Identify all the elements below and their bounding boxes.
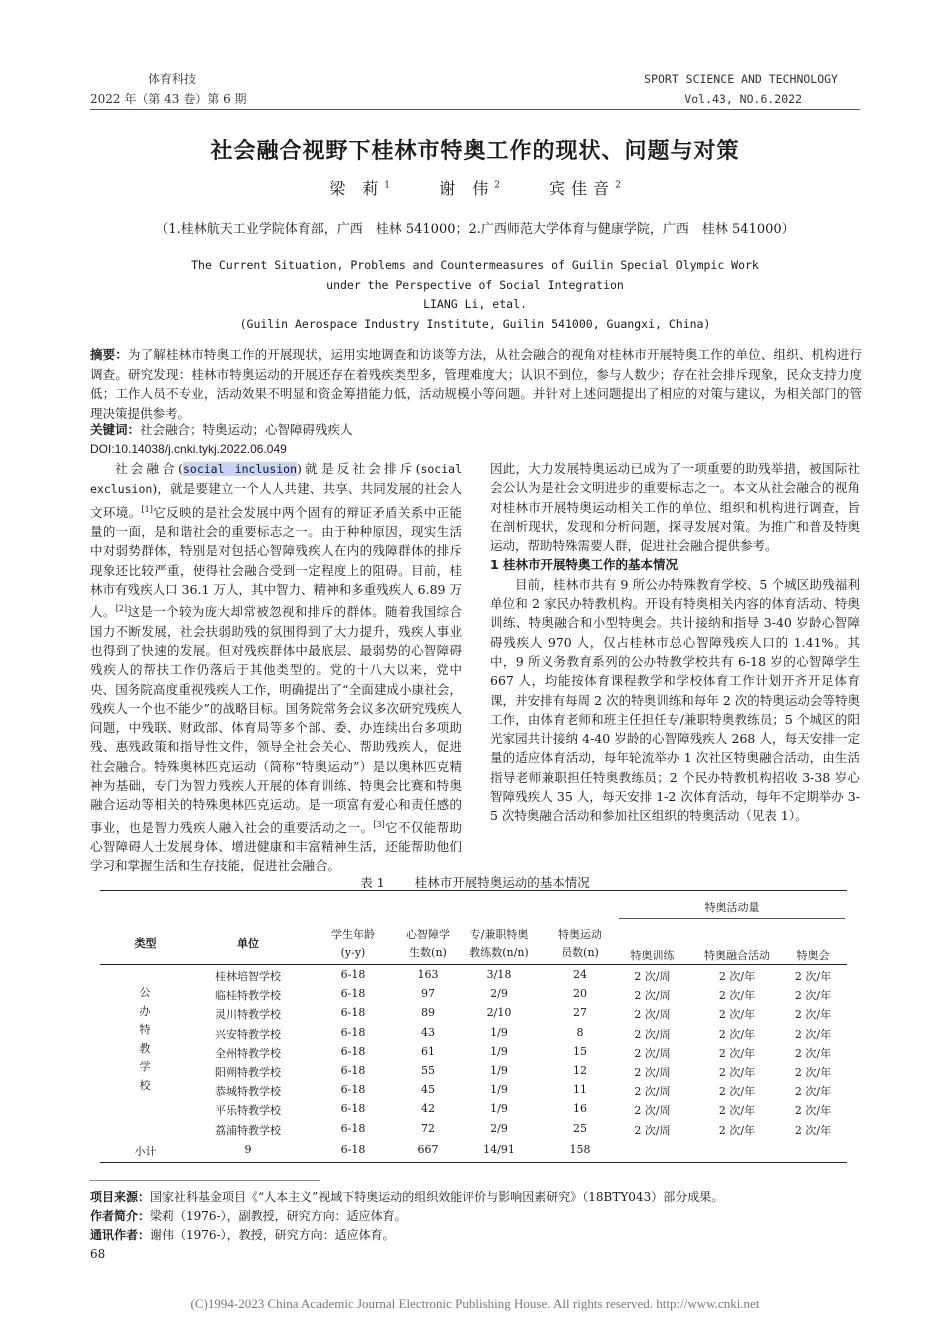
- subtotal-coach: 14/91: [483, 1143, 515, 1156]
- cell-coach: 1/9: [490, 1025, 508, 1039]
- english-author: LIANG Li, etal.: [423, 297, 527, 311]
- citation-3: [3]: [373, 819, 385, 829]
- intro-paragraph: 社会融合(social inclusion)就是反社会排斥(social exclusion)，就是要建立一个人人共建、共享、共同发展的社会人文环境。[1]它反映的是社会发展中两个固有的辩证矛盾关系中正能量的一面，是和谐社会的重要标志之一。由于种种原因，现实生活中对弱势群体，特别是对包括心智障残疾人在内的残障群体的排斥现象还比较严重，使得社会融合受到一定程度上的阻碍。目前，桂林市有残疾人口 36.1 万人，其中智力、精神和多重残疾人 6.89 万人。[2]这是一个较为庞大却常被忽视和排斥的群体。随着我国综合国力不断发展，社会扶弱助残的氛围得到了大力提升，残疾人事业也得到了快速的发展。但对残疾群体中最底层、最弱势的心智障碍残疾人的帮扶工作仍落后于其他类型的。党的十八大以来，党中央、国务院高度重视残疾人工作，明确提出了“全面建成小康社会，残疾人一个也不能少”的战略目标。国务院常务会议多次研究残疾人问题，中残联、财政部、体育局等多个部、委、办连续出台多项助残、惠残政策和指导性文件，领导全社会关心、帮助残疾人，促进社会融合。特殊奥林匹克运动（简称“特奥运动”）是以奥林匹克精神为基础，专门为智力残疾人开展的体育训练、特奥会比赛和特奥融合运动等相关的特殊奥林匹克运动。是一项富有爱心和责任感的事业，也是智力残疾人融入社会的重要活动之一。[3]它不仅能帮助心智障碍人士发展身体、增进健康和丰富精神生活，还能帮助他们学习和掌握生活和生存技能，促进社会融合。: [90, 461, 462, 874]
- col-header-count: 心智障学 生数(n): [406, 928, 450, 959]
- cell-count: 61: [421, 1044, 435, 1058]
- col-header-training: 特奥训练: [630, 949, 675, 962]
- cell-training: 2 次/周: [634, 1046, 671, 1060]
- highlighted-term: social inclusion: [182, 462, 298, 476]
- cell-coach: 1/9: [490, 1102, 508, 1116]
- author-1: 梁 莉$^1$: [329, 179, 391, 198]
- subtotal-age: 6-18: [340, 1143, 366, 1156]
- cell-age: 6-18: [340, 1121, 366, 1135]
- english-title-line-1: The Current Situation, Problems and Countermeasures of Guilin Special Olympic Work: [191, 258, 759, 272]
- cell-unit: 灵川特教学校: [215, 1008, 281, 1022]
- corresponding-author: 通讯作者：谢伟（1976-），教授，研究方向：适应体育。: [90, 1228, 395, 1242]
- cell-age: 6-18: [340, 987, 366, 1001]
- keywords-text: 社会融合；特奥运动；心智障碍残疾人: [140, 422, 353, 437]
- table-row: [100, 1122, 847, 1141]
- page-number: 68: [90, 1247, 106, 1261]
- cell-unit: 临桂特教学校: [215, 989, 281, 1003]
- author-2: 谢 伟$^2$: [439, 179, 500, 198]
- col-header-unit: 单位: [237, 937, 259, 950]
- table-top-rule: [100, 890, 847, 891]
- cell-unit: 兴安特教学校: [215, 1027, 281, 1041]
- journal-issue: 2022 年（第 43 卷）第 6 期: [90, 92, 247, 106]
- cell-athletes: 25: [573, 1121, 587, 1135]
- cell-athletes: 16: [573, 1102, 587, 1116]
- table-row: [100, 987, 847, 1006]
- citation-1: [1]: [141, 504, 153, 514]
- cell-games: 2 次/年: [794, 1046, 832, 1060]
- cell-count: 45: [421, 1083, 435, 1097]
- journal-name-en: SPORT SCIENCE AND TECHNOLOGY: [644, 72, 838, 86]
- cell-age: 6-18: [340, 968, 366, 981]
- doi: DOI:10.14038/j.cnki.tykj.2022.06.049: [90, 442, 287, 456]
- cell-coach: 2/10: [486, 1006, 512, 1020]
- col-header-fusion: 特奥融合活动: [704, 949, 770, 962]
- cell-fusion: 2 次/年: [718, 1066, 756, 1079]
- cell-games: 2 次/年: [794, 1123, 832, 1137]
- cell-fusion: 2 次/年: [718, 1104, 756, 1118]
- cell-fusion: 2 次/年: [718, 1123, 756, 1137]
- footnote-rule: [90, 1180, 320, 1181]
- cell-count: 55: [421, 1064, 435, 1077]
- cell-coach: 1/9: [490, 1064, 508, 1077]
- author-list: [0, 176, 950, 199]
- col-header-age: 学生年龄 (y-y): [331, 928, 375, 959]
- keywords-label: 关键词：: [90, 422, 141, 437]
- cell-age: 6-18: [340, 1102, 366, 1116]
- section-paragraph: 目前，桂林市共有 9 所公办特殊教育学校、5 个城区助残福利单位和 2 家民办特教机构。开设有特奥相关内容的体育活动、特奥训练、特奥融合和小型特奥会。共计接纳和指导 3-40 岁龄心智障碍残疾人 970 人，仅占桂林市总心智障残疾人口的 1.41%。其中，9 所义务教育系列的公办特教学校共有 6-18 岁的心智障学生 667 人，均能按体育课程教学和学校体育工作计划开齐开足体育课，并安排有每周 2 次的特奥训练和每年 2 次的特奥运动会等特奥工作，由体育老师和班主任担任专/兼职特奥教练员；5 个城区的阳光家园共计接纳 4-40 岁龄的心智障残疾人 268 人，每天安排一定量的适应体育活动，每年轮流举办 1 次社区特奥融合活动，由生活指导老师兼职担任特奥教练员；2 个民办特教机构招收 3-38 岁心智障残疾人 35 人，每天安排 1-2 次体育活动，每年不定期举办 3-5 次特奥融合活动和参加社区组织的特奥活动（见表 1）。: [490, 576, 860, 824]
- cell-training: 2 次/周: [634, 1027, 671, 1041]
- table-row: [100, 1102, 847, 1121]
- copyright-footer: (C)1994-2023 China Academic Journal Electronic Publishing House. All rights reserved. http://www.cnki.net: [190, 1296, 760, 1311]
- cell-games: 2 次/年: [794, 970, 832, 983]
- cell-coach: 3/18: [486, 968, 512, 981]
- cell-athletes: 27: [573, 1006, 587, 1020]
- cell-coach: 2/9: [490, 1121, 508, 1135]
- cell-fusion: 2 次/年: [718, 1085, 756, 1099]
- funding-note: 项目来源：国家社科基金项目《“人本主义”视域下特奥运动的组织效能评价与影响因素研究》（18BTY043）部分成果。: [90, 1190, 724, 1204]
- citation-2: [2]: [115, 604, 128, 614]
- cell-count: 43: [421, 1025, 435, 1039]
- cell-training: 2 次/周: [634, 1123, 671, 1137]
- cell-training: 2 次/周: [634, 1066, 671, 1079]
- abstract-label: 摘要：: [90, 347, 128, 362]
- cell-count: 42: [421, 1102, 435, 1116]
- cell-training: 2 次/周: [634, 970, 671, 983]
- header-rule: [90, 109, 860, 110]
- journal-issue-en: Vol.43, NO.6.2022: [684, 92, 802, 106]
- table-caption: 表 1 桂林市开展特奥运动的基本情况: [360, 875, 590, 890]
- left-column: [90, 459, 462, 876]
- cell-athletes: 8: [576, 1025, 584, 1039]
- cell-fusion: 2 次/年: [718, 970, 756, 983]
- author-bio: 作者简介：梁莉（1976-），副教授，研究方向：适应体育。: [90, 1209, 407, 1223]
- table-row: [100, 1064, 847, 1083]
- subtotal-units: 9: [244, 1143, 252, 1156]
- col-header-activity: 特奥活动量: [704, 901, 760, 914]
- section-heading: 1 桂林市开展特奥工作的基本情况: [490, 557, 679, 573]
- subtotal-athletes: 158: [569, 1143, 591, 1156]
- cell-age: 6-18: [340, 1064, 366, 1077]
- cell-games: 2 次/年: [794, 1066, 832, 1079]
- table-row: [100, 1026, 847, 1045]
- cell-fusion: 2 次/年: [718, 1046, 756, 1060]
- cell-athletes: 24: [573, 968, 587, 981]
- subtotal-label: 小计: [134, 1145, 157, 1158]
- col-header-type: 类型: [134, 937, 157, 950]
- keywords: [90, 420, 862, 440]
- group-label-public-schools: 公 办 特 教 学 校: [139, 986, 151, 1092]
- subtotal-count: 667: [417, 1143, 439, 1156]
- col-header-coach: 专/兼职特奥 教练数(n/n): [469, 928, 529, 959]
- cell-games: 2 次/年: [794, 1027, 832, 1041]
- cell-coach: 1/9: [490, 1044, 508, 1058]
- cell-age: 6-18: [340, 1006, 366, 1020]
- cell-age: 6-18: [340, 1083, 366, 1097]
- table-row: [100, 1006, 847, 1025]
- cell-games: 2 次/年: [794, 1085, 832, 1099]
- cell-games: 2 次/年: [794, 989, 832, 1003]
- abstract: [90, 345, 862, 423]
- col-header-games: 特奥会: [796, 949, 830, 962]
- cell-unit: 阳朔特教学校: [215, 1066, 281, 1079]
- cell-unit: 平乐特教学校: [215, 1104, 281, 1118]
- cell-age: 6-18: [340, 1044, 366, 1058]
- cell-athletes: 11: [573, 1083, 587, 1097]
- cell-count: 89: [421, 1006, 435, 1020]
- english-title-line-2: under the Perspective of Social Integration: [326, 277, 624, 292]
- cell-fusion: 2 次/年: [718, 1027, 756, 1041]
- english-affiliation: (Guilin Aerospace Industry Institute, Guilin 541000, Guangxi, China): [239, 316, 711, 331]
- english-title-block: [0, 256, 950, 334]
- cell-count: 97: [421, 987, 435, 1001]
- paper-title: 社会融合视野下桂林市特奥工作的现状、问题与对策: [210, 138, 740, 164]
- cell-unit: 荔浦特教学校: [215, 1123, 281, 1137]
- table-header-rule: [100, 964, 847, 965]
- cell-training: 2 次/周: [634, 1085, 671, 1099]
- table-subheader-rule: [619, 918, 845, 919]
- cell-fusion: 2 次/年: [718, 1008, 756, 1022]
- cell-coach: 1/9: [490, 1083, 508, 1097]
- cell-count: 163: [417, 968, 439, 981]
- author-3: 宾佳音$^2$: [549, 179, 621, 198]
- affiliation: （1.桂林航天工业学院体育部，广西 桂林 541000；2.广西师范大学体育与健康学院，广西 桂林 541000）: [155, 222, 795, 237]
- cell-age: 6-18: [340, 1025, 366, 1039]
- cell-training: 2 次/周: [634, 1104, 671, 1118]
- cell-training: 2 次/周: [634, 989, 671, 1003]
- table-row: [100, 1083, 847, 1102]
- cell-games: 2 次/年: [794, 1104, 832, 1118]
- right-column: [490, 459, 860, 826]
- cell-count: 72: [421, 1121, 435, 1135]
- continued-paragraph: 因此，大力发展特奥运动已成为了一项重要的助残举措，被国际社会公认为是社会文明进步的重要标志之一。本文从社会融合的视角对桂林市开展特奥运动相关工作的单位、组织和机构进行调查，旨在剖析现状，发现和分析问题，探寻发展对策。为推广和普及特奥运动，帮助特殊需要人群，促进社会融合提供参考。: [490, 461, 860, 554]
- table-row: [100, 968, 847, 987]
- cell-athletes: 12: [573, 1064, 587, 1077]
- cell-athletes: 20: [573, 987, 587, 1001]
- cell-fusion: 2 次/年: [718, 989, 756, 1003]
- abstract-text: 为了解桂林市特奥工作的开展现状，运用实地调查和访谈等方法，从社会融合的视角对桂林市开展特奥工作的单位、组织、机构进行调查。研究发现：桂林市特奥运动的开展还存在着残疾类型多，管理难度大；认识不到位，参与人数少；存在社会排斥现象，民众支持力度低；工作人员不专业，活动效果不明显和资金筹措能力低，活动规模小等问题。并针对上述问题提出了相应的对策与建议，为相关部门的管理决策提供参考。: [90, 347, 862, 421]
- cell-training: 2 次/周: [634, 1008, 671, 1022]
- table-row: [100, 1045, 847, 1064]
- cell-unit: 桂林培智学校: [215, 970, 281, 983]
- cell-unit: 恭城特教学校: [215, 1085, 281, 1099]
- journal-name: 体育科技: [148, 72, 197, 86]
- cell-coach: 2/9: [490, 987, 508, 1001]
- footnotes: [90, 1188, 723, 1264]
- col-header-athletes: 特奥运动 员数(n): [558, 928, 602, 959]
- cell-games: 2 次/年: [794, 1008, 832, 1022]
- cell-unit: 全州特教学校: [215, 1046, 281, 1060]
- table-bottom-rule: [100, 1162, 847, 1163]
- cell-athletes: 15: [573, 1044, 587, 1058]
